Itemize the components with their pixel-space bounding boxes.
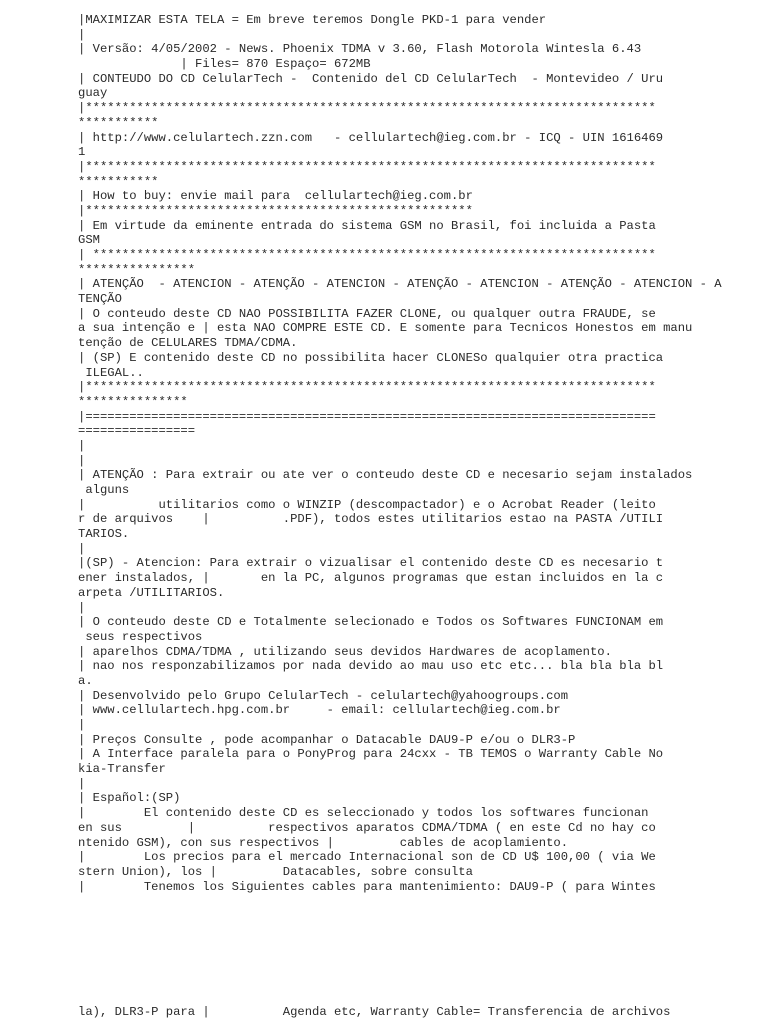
document-line: | aparelhos CDMA/TDMA , utilizando seus devidos Hardwares de acoplamento. [78, 644, 612, 659]
document-line: ener instalados, | en la PC, algunos programas que estan incluidos en la c [78, 571, 664, 586]
document-line: | How to buy: envie mail para cellulartech@ieg.com.br [78, 189, 473, 204]
document-line: | Versão: 4/05/2002 - News. Phoenix TDMA v 3.60, Flash Motorola Wintesla 6.43 [78, 42, 642, 57]
document-line: | ***************************************************************************** [78, 248, 656, 262]
document-line: *********** [78, 174, 159, 189]
document-line: | [78, 27, 86, 42]
document-line: | http://www.celulartech.zzn.com - cellulartech@ieg.com.br - ICQ - UIN 1616469 [78, 130, 664, 145]
document-line: | [78, 541, 86, 556]
document-line: | [78, 600, 86, 615]
document-line: | [78, 776, 86, 791]
document-line: | utilitarios como o WINZIP (descompactador) e o Acrobat Reader (leito [78, 497, 656, 512]
document-line: | www.cellulartech.hpg.com.br - email: cellulartech@ieg.com.br [78, 703, 561, 718]
document-line: | Preços Consulte , pode acompanhar o Datacable DAU9-P e/ou o DLR3-P [78, 732, 576, 747]
document-body [78, 13, 758, 894]
document-line: arpeta /UTILITARIOS. [78, 585, 225, 600]
document-line: a sua intenção e | esta NAO COMPRE ESTE CD. E somente para Tecnicos Honestos em manu [78, 321, 693, 336]
document-line: | Em virtude da eminente entrada do sistema GSM no Brasil, foi incluida a Pasta [78, 218, 656, 233]
document-line: |MAXIMIZAR ESTA TELA = Em breve teremos Dongle PKD-1 para vender [78, 13, 547, 27]
document-line: | [78, 453, 86, 468]
document-line: a. [78, 673, 93, 688]
document-line: | ATENÇÃO - ATENCION - ATENÇÃO - ATENCION - ATENÇÃO - ATENCION - ATENÇÃO - ATENCION - A [78, 277, 722, 292]
document-line: tenção de CELULARES TDMA/CDMA. [78, 336, 298, 351]
document-line: | (SP) E contenido deste CD no possibilita hacer CLONESo qualquier otra practica [78, 350, 664, 365]
document-line: GSM [78, 233, 100, 248]
document-line: |****************************************************************************** [78, 380, 656, 395]
document-line: | O conteudo deste CD NAO POSSIBILITA FAZER CLONE, ou qualquer outra FRAUDE, se [78, 306, 656, 321]
document-line: | CONTEUDO DO CD CelularTech - Contenido del CD CelularTech - Montevideo / Uru [78, 71, 664, 86]
document-line: | Files= 870 Espaço= 672MB [78, 57, 371, 72]
document-line: | Desenvolvido pelo Grupo CelularTech - celulartech@yahoogroups.com [78, 688, 569, 703]
document-line: | nao nos responzabilizamos por nada devido ao mau uso etc etc... bla bla bla bl [78, 659, 664, 674]
document-line: ntenido GSM), con sus respectivos | cables de acoplamiento. [78, 835, 569, 850]
document-line: r de arquivos | .PDF), todos estes utilitarios estao na PASTA /UTILI [78, 512, 664, 527]
document-line: ILEGAL.. [78, 365, 144, 380]
document-line: kia-Transfer [78, 762, 166, 777]
document-footer-line: la), DLR3-P para | Agenda etc, Warranty Cable= Transferencia de archivos [78, 1005, 671, 1019]
document-line: | [78, 718, 86, 732]
document-line: | El contenido deste CD es seleccionado y todos los softwares funcionan [78, 806, 649, 821]
document-line: |(SP) - Atencion: Para extrair o vizualisar el contenido deste CD es necesario t [78, 556, 664, 571]
document-line: |***************************************************** [78, 203, 473, 218]
document-line: *************** [78, 394, 188, 409]
document-line: 1 [78, 145, 86, 160]
document-line: **************** [78, 262, 196, 277]
document-line: ================ [78, 424, 196, 439]
document-line: | Los precios para el mercado Internacional son de CD U$ 100,00 ( via We [78, 850, 656, 865]
document-line: seus respectivos [78, 629, 203, 644]
document-line: alguns [78, 483, 130, 497]
document-line: | A Interface paralela para o PonyProg para 24cxx - TB TEMOS o Warranty Cable No [78, 747, 664, 762]
document-line: *********** [78, 115, 159, 130]
document-line: stern Union), los | Datacables, sobre consulta [78, 864, 473, 879]
document-line: | [78, 438, 86, 453]
document-line: TARIOS. [78, 527, 130, 542]
document-line: |****************************************************************************** [78, 159, 656, 174]
document-line: | Español:(SP) [78, 791, 181, 806]
document-line: | Tenemos los Siguientes cables para mantenimiento: DAU9-P ( para Wintes [78, 879, 656, 894]
document-line: | ATENÇÃO : Para extrair ou ate ver o conteudo deste CD e necesario sejam instalados [78, 468, 693, 483]
document-line: TENÇÃO [78, 292, 122, 307]
document-line: |============================================================================== [78, 409, 656, 424]
document-line: en sus | respectivos aparatos CDMA/TDMA ( en este Cd no hay co [78, 820, 656, 835]
document-line: | O conteudo deste CD e Totalmente selecionado e Todos os Softwares FUNCIONAM em [78, 615, 664, 630]
document-line: |****************************************************************************** [78, 101, 656, 116]
document-line: guay [78, 86, 108, 101]
